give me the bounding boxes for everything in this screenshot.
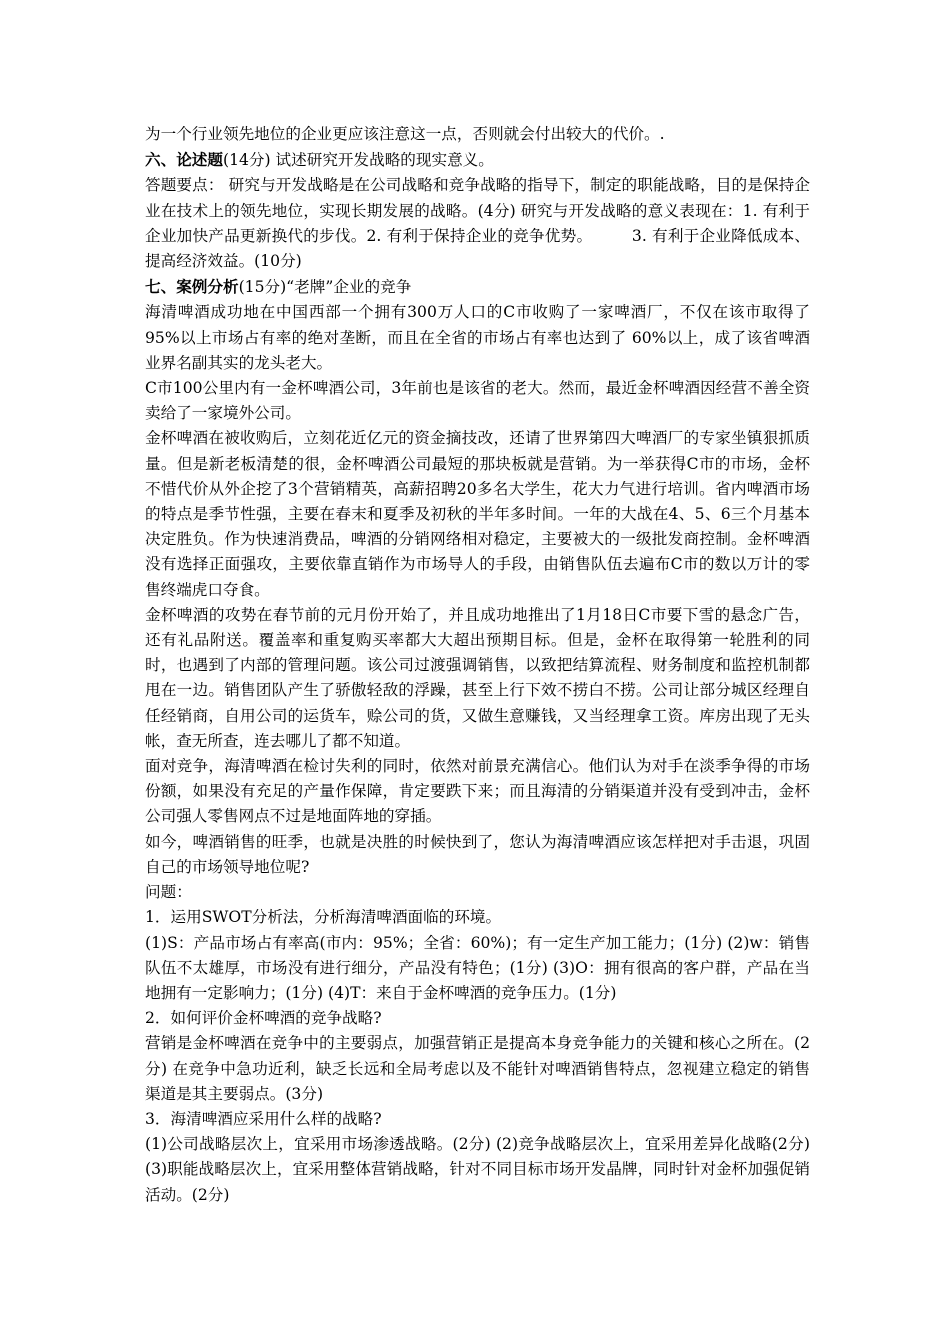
case-paragraph: 面对竞争，海清啤酒在检讨失利的同时，依然对前景充满信心。他们认为对手在淡季争得的市场份额，如果没有充足的产量作保障，肯定要跌下来；而且海清的分销渠道并没有受到冲击，金杯公司强人零售网点不过是地面阵地的穿插。 bbox=[145, 757, 810, 826]
answer-2: 营销是金杯啤酒在竞争中的主要弱点，加强营销正是提高本身竞争能力的关键和核心之所在。(2分) 在竞争中急功近利，缺乏长远和全局考虑以及不能针对啤酒销售特点，忽视建立稳定的销售渠道是其主要弱点。(3分) bbox=[145, 1034, 810, 1103]
essay-question-text: (14分) 试述研究开发战略的现实意义。 bbox=[222, 151, 494, 170]
case-heading: 七、案例分析 bbox=[145, 277, 239, 297]
essay-heading: 六、论述题 bbox=[145, 150, 223, 170]
intro-tail-paragraph: 为一个行业领先地位的企业更应该注意这一点，否则就会付出较大的代价。. bbox=[145, 125, 665, 143]
case-paragraph: 海清啤酒成功地在中国西部一个拥有300万人口的C市收购了一家啤酒厂，不仅在该市取得了95%以上市场占有率的绝对垄断，而且在全省的市场占有率也达到了 60%以上，成了该省啤酒业界名副其实的龙头老大。 bbox=[145, 303, 810, 372]
case-paragraph: C市100公里内有一金杯啤酒公司，3年前也是该省的老大。然而，最近金杯啤酒因经营不善全资卖给了一家境外公司。 bbox=[145, 379, 810, 423]
question-1: 1．运用SWOT分析法，分析海清啤酒面临的环境。 bbox=[145, 908, 502, 927]
essay-answer: 答题要点： 研究与开发战略是在公司战略和竞争战略的指导下，制定的职能战略，目的是保持企业在技术上的领先地位，实现长期发展的战略。(4分) 研究与开发战略的意义表现在：1. 有利于企业加快产品更新换代的步伐。2. 有利于保持企业的竞争优势。 3. 有利于企业降低成本、提高经济效益。(10分) bbox=[145, 176, 810, 271]
answer-1: (1)S：产品市场占有率高(市内：95%；全省：60%)；有一定生产加工能力；(1分) (2)w：销售队伍不太雄厚，市场没有进行细分，产品没有特色；(1分) (3)O：拥有很高的客户群，产品在当地拥有一定影响力；(1分) (4)T：来自于金杯啤酒的竞争压力。(1分) bbox=[145, 933, 810, 1002]
document-body bbox=[145, 122, 810, 1208]
question-2: 2．如何评价金杯啤酒的竞争战略? bbox=[145, 1009, 382, 1028]
case-paragraph: 金杯啤酒的攻势在春节前的元月份开始了，并且成功地推出了1月18日C市要下雪的悬念广告，还有礼品附送。覆盖率和重复购买率都大大超出预期目标。但是，金杯在取得第一轮胜利的同时，也遇到了内部的管理问题。该公司过渡强调销售，以致把结算流程、财务制度和监控机制都甩在一边。销售团队产生了骄傲轻敌的浮躁，甚至上行下效不捞白不捞。公司让部分城区经理自任经销商，自用公司的运货车，赊公司的货，又做生意赚钱，又当经理拿工资。库房出现了无头帐，查无所查，连去哪儿了都不知道。 bbox=[145, 605, 810, 750]
case-paragraph: 如今，啤酒销售的旺季，也就是决胜的时候快到了，您认为海清啤酒应该怎样把对手击退，巩固自己的市场领导地位呢? bbox=[145, 832, 810, 876]
questions-label: 问题： bbox=[145, 883, 192, 902]
answer-3: (1)公司战略层次上，宜采用市场渗透战略。(2分) (2)竞争战略层次上，宜采用差异化战略(2分) (3)职能战略层次上，宜采用整体营销战略，针对不同目标市场开发晶牌，同时针对金杯加强促销活动。(2分) bbox=[145, 1135, 810, 1204]
question-3: 3．海清啤酒应采用什么样的战略? bbox=[145, 1109, 382, 1128]
case-title: (15分)“老牌”企业的竞争 bbox=[238, 278, 412, 297]
case-heading-line bbox=[145, 274, 810, 300]
case-paragraph: 金杯啤酒在被收购后，立刻花近亿元的资金摘技改，还请了世界第四大啤酒厂的专家坐镇狠抓质量。但是新老板清楚的很，金杯啤酒公司最短的那块板就是营销。为一举获得C市的市场，金杯不惜代价从外企挖了3个营销精英，高薪招聘20多名大学生，花大力气进行培训。省内啤酒市场的特点是季节性强，主要在春末和夏季及初秋的半年多时间。一年的大战在4、5、6三个月基本决定胜负。作为快速消费品，啤酒的分销网络相对稳定，主要被大的一级批发商控制。金杯啤酒没有选择正面强攻，主要依靠直销作为市场导人的手段，由销售队伍去遍布C市的数以万计的零售终端虎口夺食。 bbox=[145, 429, 810, 599]
essay-question bbox=[145, 147, 810, 173]
